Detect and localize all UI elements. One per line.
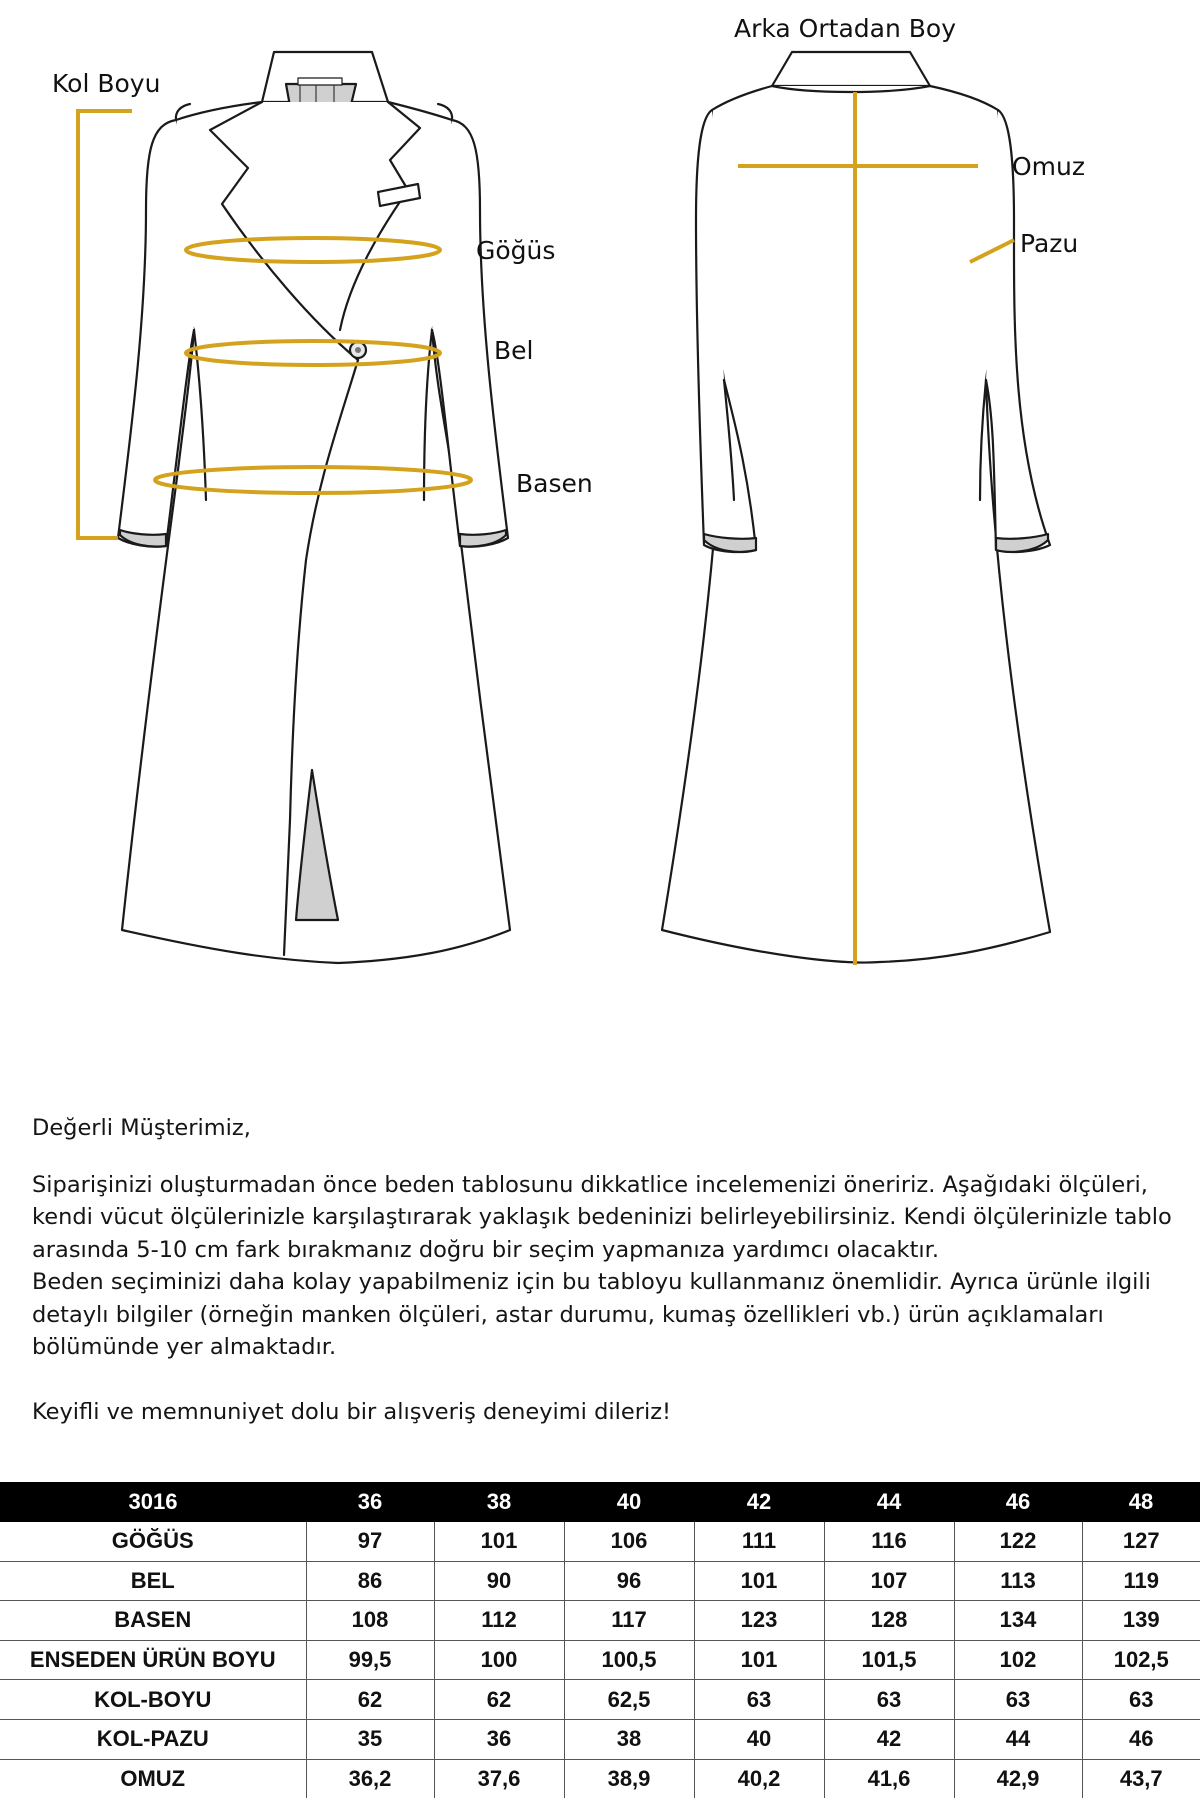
coat-front-drawing — [118, 52, 510, 963]
table-cell: 97 — [306, 1522, 434, 1561]
label-kol-boyu: Kol Boyu — [52, 69, 161, 98]
table-cell: 44 — [954, 1719, 1082, 1759]
table-row — [0, 1680, 1200, 1720]
table-cell: 122 — [954, 1522, 1082, 1561]
table-cell: 43,7 — [1119, 1765, 1163, 1791]
table-cell: 123 — [694, 1601, 824, 1641]
table-row — [0, 1759, 1200, 1798]
label-arka-ortadan-boy: Arka Ortadan Boy — [734, 14, 956, 43]
note-paragraph-1: Siparişinizi oluşturmadan önce beden tablosunu dikkatlice incelemenizi öneririz. Aşağıdaki ölçüleri, kendi vücut ölçülerinizle karşılaştırarak yaklaşık bedeninizi belirleyebilirsiniz. Kendi ölçülerinizle tablo arasında 5-10 cm fark bırakmanız doğru bir seçim yapmanıza yardımcı olacaktır. — [32, 1171, 1172, 1263]
label-omuz: Omuz — [1012, 152, 1085, 181]
table-cell: 63 — [824, 1680, 954, 1720]
table-cell: 117 — [564, 1601, 694, 1641]
table-cell: 62 — [434, 1680, 564, 1720]
row-label: ENSEDEN ÜRÜN BOYU — [0, 1640, 306, 1680]
note-closing: Keyifli ve memnuniyet dolu bir alışveriş deneyimi dileriz! — [32, 1398, 672, 1425]
table-cell: 139 — [1082, 1601, 1200, 1641]
note-paragraph-2: Beden seçiminizi daha kolay yapabilmeniz için bu tabloyu kullanmanız önemlidir. Ayrıca ürünle ilgili detaylı bilgiler (örneğin manken ölçüleri, astar durumu, kumaş özellikleri vb.) ürün açıklamaları bölümünde yer almaktadır. — [32, 1269, 1151, 1360]
header-size: 38 — [434, 1482, 564, 1522]
table-header-row — [0, 1482, 1200, 1522]
table-cell: 36,2 — [306, 1759, 434, 1798]
table-cell: 86 — [306, 1561, 434, 1601]
table-cell: 41,6 — [824, 1759, 954, 1798]
table-cell: 100 — [434, 1640, 564, 1680]
table-cell: 113 — [954, 1561, 1082, 1601]
table-row — [0, 1561, 1200, 1601]
table-cell: 36 — [434, 1719, 564, 1759]
kol-boyu-bracket — [78, 111, 132, 538]
header-size: 46 — [954, 1482, 1082, 1522]
table-row — [0, 1640, 1200, 1680]
note-greeting: Değerli Müşterimiz, — [32, 1115, 251, 1141]
table-cell: 40 — [694, 1719, 824, 1759]
row-label: GÖĞÜS — [0, 1522, 306, 1561]
header-size: 42 — [694, 1482, 824, 1522]
table-cell: 101,5 — [824, 1640, 954, 1680]
table-cell: 37,6 — [434, 1759, 564, 1798]
table-cell: 63 — [954, 1680, 1082, 1720]
table-cell: 100,5 — [564, 1640, 694, 1680]
table-cell: 63 — [694, 1680, 824, 1720]
customer-note — [32, 1112, 1172, 1428]
table-cell: 116 — [824, 1522, 954, 1561]
table-cell: 62,5 — [564, 1680, 694, 1720]
label-basen: Basen — [516, 469, 593, 498]
table-row — [0, 1601, 1200, 1641]
table-cell: 99,5 — [306, 1640, 434, 1680]
row-label: KOL-BOYU — [0, 1680, 306, 1720]
table-cell: 127 — [1082, 1522, 1200, 1561]
table-cell: 42 — [824, 1719, 954, 1759]
header-size: 44 — [824, 1482, 954, 1522]
label-gogus: Göğüs — [476, 236, 556, 265]
table-cell: 38,9 — [564, 1759, 694, 1798]
row-label: OMUZ — [0, 1759, 306, 1798]
size-table — [0, 1482, 1200, 1798]
table-cell: 134 — [954, 1601, 1082, 1641]
label-bel: Bel — [494, 336, 534, 365]
row-label: BASEN — [0, 1601, 306, 1641]
table-cell: 101 — [434, 1522, 564, 1561]
table-cell: 111 — [694, 1522, 824, 1561]
row-label: BEL — [0, 1561, 306, 1601]
table-row — [0, 1719, 1200, 1759]
table-cell: 106 — [564, 1522, 694, 1561]
table-cell: 128 — [824, 1601, 954, 1641]
table-cell: 40,2 — [694, 1759, 824, 1798]
table-cell: 101 — [694, 1561, 824, 1601]
table-cell: 102,5 — [1082, 1640, 1200, 1680]
header-model: 3016 — [0, 1482, 306, 1522]
table-cell: 46 — [1082, 1719, 1200, 1759]
table-cell: 42,9 — [954, 1759, 1082, 1798]
row-label: KOL-PAZU — [0, 1719, 306, 1759]
table-cell: 107 — [824, 1561, 954, 1601]
table-cell: 35 — [306, 1719, 434, 1759]
table-cell: 101 — [694, 1640, 824, 1680]
header-size: 40 — [564, 1482, 694, 1522]
label-pazu: Pazu — [1020, 229, 1079, 258]
table-cell: 119 — [1082, 1561, 1200, 1601]
header-size: 36 — [306, 1482, 434, 1522]
table-cell: 62 — [306, 1680, 434, 1720]
table-cell: 90 — [434, 1561, 564, 1601]
header-size: 48 — [1082, 1482, 1200, 1522]
table-cell: 38 — [564, 1719, 694, 1759]
table-cell: 112 — [434, 1601, 564, 1641]
table-row — [0, 1522, 1200, 1561]
table-cell: 63 — [1082, 1680, 1200, 1720]
table-cell: 96 — [564, 1561, 694, 1601]
table-cell: 102 — [954, 1640, 1082, 1680]
table-cell: 108 — [306, 1601, 434, 1641]
